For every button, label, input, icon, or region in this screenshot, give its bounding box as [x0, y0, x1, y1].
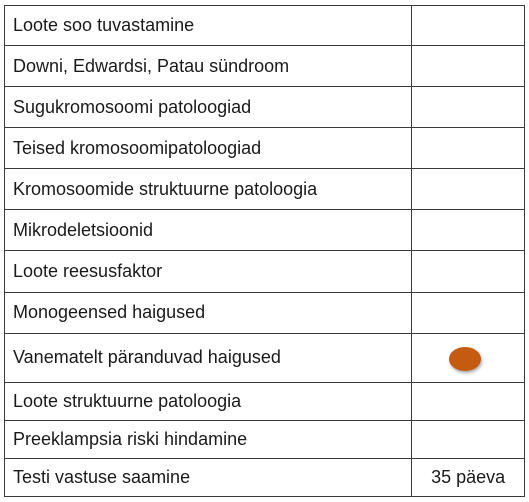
- row-label: Sugukromosoomi patoloogiad: [5, 87, 412, 128]
- row-label: Monogeensed haigused: [5, 292, 412, 333]
- row-value: [412, 6, 525, 46]
- test-features-table: [4, 5, 525, 497]
- row-label: Kromosoomide struktuurne patoloogia: [5, 169, 412, 210]
- comparison-table: [4, 5, 525, 497]
- row-value: 35 päeva: [412, 458, 525, 496]
- row-value: [412, 292, 525, 333]
- row-label: Teised kromosoomipatoloogiad: [5, 128, 412, 169]
- row-value: [412, 251, 525, 292]
- row-label: Preeklampsia riski hindamine: [5, 420, 412, 458]
- table-row: [5, 46, 525, 87]
- table-row: [5, 382, 525, 420]
- row-label: Loote struktuurne patoloogia: [5, 382, 412, 420]
- row-value: [412, 87, 525, 128]
- orange-dot-icon: [449, 347, 481, 371]
- row-value: [412, 128, 525, 169]
- table-row: [5, 128, 525, 169]
- row-value: [412, 420, 525, 458]
- table-row: [5, 6, 525, 46]
- row-value: [412, 169, 525, 210]
- row-label: Downi, Edwardsi, Patau sündroom: [5, 46, 412, 87]
- row-label: Mikrodeletsioonid: [5, 210, 412, 251]
- table-row: [5, 333, 525, 382]
- table-row: [5, 210, 525, 251]
- table-row: [5, 87, 525, 128]
- table-row: [5, 251, 525, 292]
- row-label: Vanematelt päranduvad haigused: [5, 333, 412, 382]
- table-row: [5, 458, 525, 496]
- table-row: [5, 169, 525, 210]
- row-value: [412, 46, 525, 87]
- row-value: [412, 382, 525, 420]
- row-value: [412, 210, 525, 251]
- row-value-marker: [412, 333, 525, 382]
- row-label: Testi vastuse saamine: [5, 458, 412, 496]
- row-label: Loote soo tuvastamine: [5, 6, 412, 46]
- table-row: [5, 292, 525, 333]
- row-label: Loote reesusfaktor: [5, 251, 412, 292]
- table-row: [5, 420, 525, 458]
